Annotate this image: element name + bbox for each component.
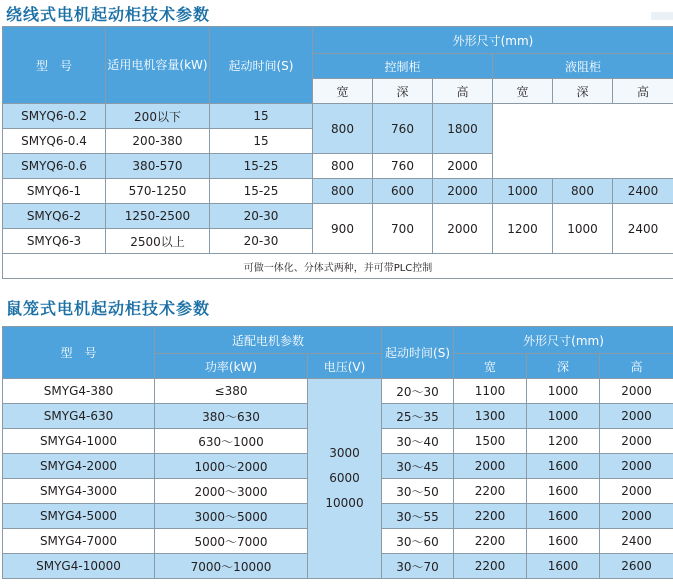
liquid-depth-cell: 1000 xyxy=(553,204,613,254)
table-note: 可做一体化、分体式两种，并可带PLC控制 xyxy=(3,254,673,279)
table1-title: 绕线式电机起动柜技术参数 xyxy=(6,5,211,24)
width-cell: 2000 xyxy=(454,454,527,479)
table-row xyxy=(3,379,673,404)
header-start-time: 起动时间(S) xyxy=(210,27,313,104)
voltage-value: 10000 xyxy=(325,496,364,510)
start-time-cell: 30～70 xyxy=(382,554,454,579)
capacity-cell: 1250-2500 xyxy=(106,204,210,229)
capacity-cell: 2500以上 xyxy=(106,229,210,254)
table2-title: 鼠笼式电机起动柜技术参数 xyxy=(6,299,211,318)
voltage-value: 6000 xyxy=(329,471,360,485)
height-cell: 2000 xyxy=(433,204,493,254)
model-cell: SMYG4-380 xyxy=(3,379,155,404)
start-time-cell: 25～35 xyxy=(382,404,454,429)
power-cell: 1000～2000 xyxy=(155,454,308,479)
header-depth: 深 xyxy=(527,354,600,379)
start-time-cell: 15-25 xyxy=(210,154,313,179)
width-cell: 2200 xyxy=(454,529,527,554)
start-time-cell: 20-30 xyxy=(210,204,313,229)
width-cell: 1100 xyxy=(454,379,527,404)
empty-cell xyxy=(493,104,673,179)
power-cell: 7000～10000 xyxy=(155,554,308,579)
header-width: 宽 xyxy=(493,79,553,104)
capacity-cell: 380-570 xyxy=(106,154,210,179)
height-cell: 2000 xyxy=(600,504,673,529)
depth-cell: 1600 xyxy=(527,529,600,554)
voltage-cell xyxy=(308,379,382,579)
winding-motor-spec-table xyxy=(2,26,673,279)
start-time-cell: 30～60 xyxy=(382,529,454,554)
model-cell: SMYQ6-2 xyxy=(3,204,106,229)
voltage-value: 3000 xyxy=(329,446,360,460)
header-height: 高 xyxy=(600,354,673,379)
power-cell: 380～630 xyxy=(155,404,308,429)
depth-cell: 1600 xyxy=(527,479,600,504)
height-cell: 2000 xyxy=(600,479,673,504)
liquid-width-cell: 1000 xyxy=(493,179,553,204)
header-control-cabinet: 控制柜 xyxy=(313,54,493,79)
capacity-cell: 200以下 xyxy=(106,104,210,129)
depth-cell: 1600 xyxy=(527,454,600,479)
model-cell: SMYG4-7000 xyxy=(3,529,155,554)
corner-decoration xyxy=(651,12,673,20)
height-cell: 2400 xyxy=(600,529,673,554)
width-cell: 900 xyxy=(313,204,373,254)
model-cell: SMYQ6-1 xyxy=(3,179,106,204)
start-time-cell: 20～30 xyxy=(382,379,454,404)
liquid-width-cell: 1200 xyxy=(493,204,553,254)
model-cell: SMYG4-10000 xyxy=(3,554,155,579)
header-liquid-cabinet: 液阻柜 xyxy=(493,54,673,79)
depth-cell: 760 xyxy=(373,104,433,154)
start-time-cell: 15 xyxy=(210,104,313,129)
width-cell: 800 xyxy=(313,104,373,154)
header-start-time: 起动时间(S) xyxy=(382,327,454,379)
model-cell: SMYQ6-0.6 xyxy=(3,154,106,179)
power-cell: ≤380 xyxy=(155,379,308,404)
height-cell: 2000 xyxy=(600,454,673,479)
width-cell: 2200 xyxy=(454,554,527,579)
width-cell: 2200 xyxy=(454,504,527,529)
header-width: 宽 xyxy=(454,354,527,379)
depth-cell: 1600 xyxy=(527,504,600,529)
model-cell: SMYQ6-0.2 xyxy=(3,104,106,129)
power-cell: 2000～3000 xyxy=(155,479,308,504)
table-row xyxy=(3,204,673,229)
start-time-cell: 30～40 xyxy=(382,429,454,454)
start-time-cell: 20-30 xyxy=(210,229,313,254)
table-row xyxy=(3,179,673,204)
width-cell: 1500 xyxy=(454,429,527,454)
height-cell: 2000 xyxy=(600,404,673,429)
squirrel-cage-motor-spec-table xyxy=(2,326,673,579)
power-cell: 5000～7000 xyxy=(155,529,308,554)
height-cell: 2000 xyxy=(433,154,493,179)
depth-cell: 1000 xyxy=(527,379,600,404)
height-cell: 1800 xyxy=(433,104,493,154)
model-cell: SMYG4-2000 xyxy=(3,454,155,479)
width-cell: 2200 xyxy=(454,479,527,504)
liquid-depth-cell: 800 xyxy=(553,179,613,204)
header-depth: 深 xyxy=(553,79,613,104)
header-model: 型 号 xyxy=(3,27,106,104)
height-cell: 2600 xyxy=(600,554,673,579)
start-time-cell: 30～55 xyxy=(382,504,454,529)
model-cell: SMYQ6-0.4 xyxy=(3,129,106,154)
start-time-cell: 15-25 xyxy=(210,179,313,204)
power-cell: 630～1000 xyxy=(155,429,308,454)
model-cell: SMYG4-1000 xyxy=(3,429,155,454)
height-cell: 2000 xyxy=(600,429,673,454)
power-cell: 3000～5000 xyxy=(155,504,308,529)
height-cell: 2000 xyxy=(600,379,673,404)
model-cell: SMYQ6-3 xyxy=(3,229,106,254)
model-cell: SMYG4-3000 xyxy=(3,479,155,504)
header-power: 功率(kW) xyxy=(155,354,308,379)
width-cell: 800 xyxy=(313,179,373,204)
header-dimensions: 外形尺寸(mm) xyxy=(313,27,673,54)
depth-cell: 1200 xyxy=(527,429,600,454)
header-dimensions: 外形尺寸(mm) xyxy=(454,327,673,354)
liquid-height-cell: 2400 xyxy=(613,179,673,204)
header-height: 高 xyxy=(613,79,673,104)
depth-cell: 760 xyxy=(373,154,433,179)
depth-cell: 1600 xyxy=(527,554,600,579)
model-cell: SMYG4-630 xyxy=(3,404,155,429)
header-capacity: 适用电机容量(kW) xyxy=(106,27,210,104)
width-cell: 1300 xyxy=(454,404,527,429)
table-row xyxy=(3,104,673,129)
header-motor-params: 适配电机参数 xyxy=(155,327,382,354)
start-time-cell: 15 xyxy=(210,129,313,154)
header-height: 高 xyxy=(433,79,493,104)
liquid-height-cell: 2400 xyxy=(613,204,673,254)
capacity-cell: 570-1250 xyxy=(106,179,210,204)
header-model: 型 号 xyxy=(3,327,155,379)
header-width: 宽 xyxy=(313,79,373,104)
model-cell: SMYG4-5000 xyxy=(3,504,155,529)
capacity-cell: 200-380 xyxy=(106,129,210,154)
start-time-cell: 30～45 xyxy=(382,454,454,479)
width-cell: 800 xyxy=(313,154,373,179)
depth-cell: 600 xyxy=(373,179,433,204)
depth-cell: 700 xyxy=(373,204,433,254)
header-voltage: 电压(V) xyxy=(308,354,382,379)
start-time-cell: 30～50 xyxy=(382,479,454,504)
height-cell: 2000 xyxy=(433,179,493,204)
depth-cell: 1000 xyxy=(527,404,600,429)
header-depth: 深 xyxy=(373,79,433,104)
